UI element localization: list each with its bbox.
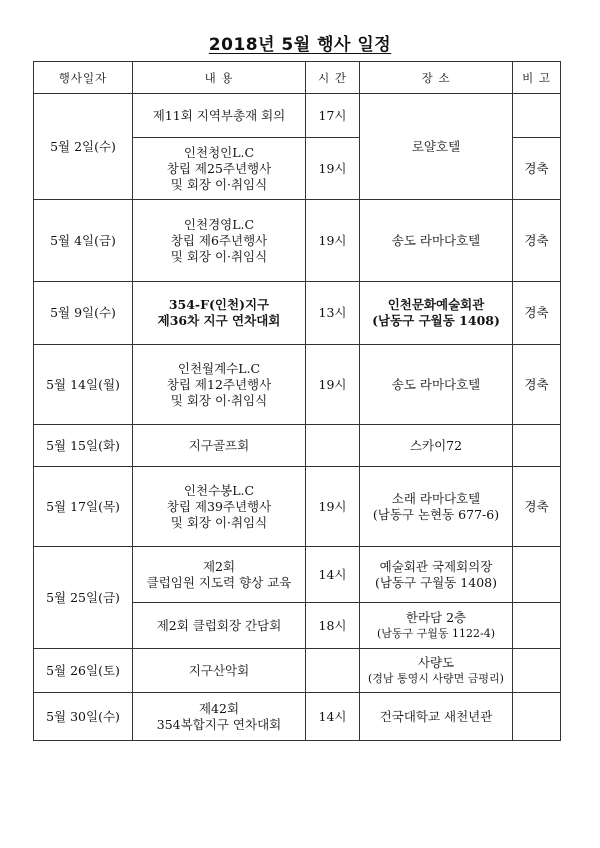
event-content: 제2회 클럽회장 간담회 <box>133 603 306 649</box>
event-time: 14시 <box>306 547 360 603</box>
event-time: 13시 <box>306 282 360 345</box>
event-place: 송도 라마다호텔 <box>360 345 513 425</box>
event-content: 제11회 지역부총재 회의 <box>133 94 306 138</box>
event-time <box>306 425 360 467</box>
event-place: 로얄호텔 <box>360 94 513 200</box>
event-note <box>513 603 561 649</box>
event-date: 5월 25일(금) <box>34 547 133 649</box>
event-date: 5월 30일(수) <box>34 693 133 741</box>
table-row <box>34 693 561 741</box>
event-place: 송도 라마다호텔 <box>360 200 513 282</box>
event-content: 인천수봉L.C 창립 제39주년행사 및 회장 이·취임식 <box>133 467 306 547</box>
page-title: 2018년 5월 행사 일정 <box>208 35 392 55</box>
event-time: 17시 <box>306 94 360 138</box>
event-place: 소래 라마다호텔 (남동구 논현동 677-6) <box>360 467 513 547</box>
event-time: 19시 <box>306 345 360 425</box>
header-date: 행사일자 <box>34 62 133 94</box>
event-place: 한라담 2층 (남동구 구월동 1122-4) <box>360 603 513 649</box>
header-content: 내 용 <box>133 62 306 94</box>
event-date: 5월 9일(수) <box>34 282 133 345</box>
event-content: 지구산악회 <box>133 649 306 693</box>
event-note: 경축 <box>513 282 561 345</box>
table-row <box>34 467 561 547</box>
table-header-row <box>34 62 561 94</box>
event-date: 5월 4일(금) <box>34 200 133 282</box>
event-place: 인천문화예술회관 (남동구 구월동 1408) <box>360 282 513 345</box>
event-date: 5월 26일(토) <box>34 649 133 693</box>
event-date: 5월 2일(수) <box>34 94 133 200</box>
event-note: 경축 <box>513 200 561 282</box>
event-note: 경축 <box>513 138 561 200</box>
event-time: 19시 <box>306 467 360 547</box>
event-time <box>306 649 360 693</box>
event-time: 19시 <box>306 200 360 282</box>
event-note <box>513 649 561 693</box>
event-date: 5월 15일(화) <box>34 425 133 467</box>
event-note: 경축 <box>513 467 561 547</box>
event-content: 제42회 354복합지구 연차대회 <box>133 693 306 741</box>
event-content: 제2회 클럽임원 지도력 향상 교육 <box>133 547 306 603</box>
table-row <box>34 345 561 425</box>
table-row <box>34 200 561 282</box>
event-time: 18시 <box>306 603 360 649</box>
event-note <box>513 425 561 467</box>
header-place: 장 소 <box>360 62 513 94</box>
event-place: 사량도 (경남 통영시 사량면 금평리) <box>360 649 513 693</box>
event-schedule-table <box>33 61 561 741</box>
event-content: 354-F(인천)지구 제36차 지구 연차대회 <box>133 282 306 345</box>
event-content: 인천월계수L.C 창립 제12주년행사 및 회장 이·취임식 <box>133 345 306 425</box>
header-note: 비 고 <box>513 62 561 94</box>
event-content: 지구골프회 <box>133 425 306 467</box>
event-note <box>513 94 561 138</box>
header-time: 시 간 <box>306 62 360 94</box>
event-note <box>513 693 561 741</box>
table-row <box>34 282 561 345</box>
table-row <box>34 547 561 603</box>
table-row <box>34 94 561 138</box>
event-date: 5월 14일(월) <box>34 345 133 425</box>
event-place: 건국대학교 새천년관 <box>360 693 513 741</box>
event-content: 인천경영L.C 창립 제6주년행사 및 회장 이·취임식 <box>133 200 306 282</box>
event-note <box>513 547 561 603</box>
table-row <box>34 649 561 693</box>
event-date: 5월 17일(목) <box>34 467 133 547</box>
event-place: 예술회관 국제회의장 (남동구 구월동 1408) <box>360 547 513 603</box>
event-note: 경축 <box>513 345 561 425</box>
table-row <box>34 425 561 467</box>
event-time: 14시 <box>306 693 360 741</box>
event-place: 스카이72 <box>360 425 513 467</box>
event-time: 19시 <box>306 138 360 200</box>
event-content: 인천청인L.C 창립 제25주년행사 및 회장 이·취임식 <box>133 138 306 200</box>
